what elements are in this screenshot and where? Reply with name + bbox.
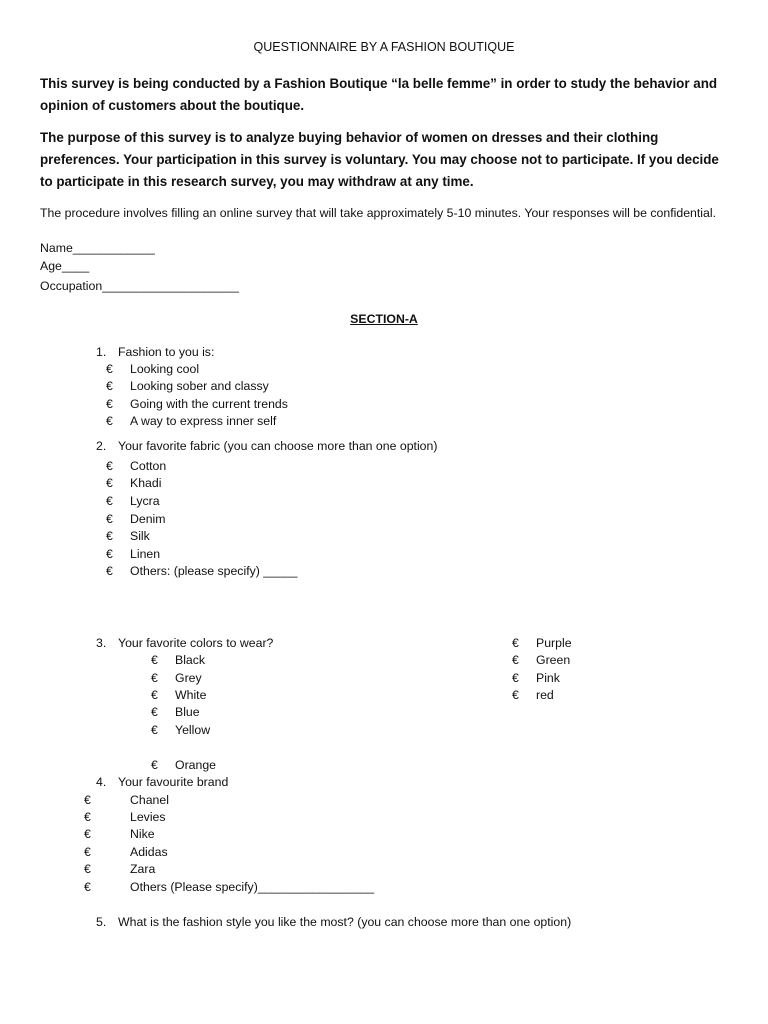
option-label: Black xyxy=(175,653,206,667)
option-label: Cotton xyxy=(130,459,167,473)
age-field[interactable]: Age____ xyxy=(40,259,90,273)
option-label: Others: (please specify) _____ xyxy=(130,564,298,578)
option-label: Yellow xyxy=(175,723,211,737)
question-text: Your favorite colors to wear? xyxy=(118,636,274,650)
option-bullet-icon: € xyxy=(106,414,113,428)
option-bullet-icon: € xyxy=(84,862,91,876)
option-bullet-icon: € xyxy=(512,636,519,650)
question-text: Your favourite brand xyxy=(118,775,229,789)
option-label: Purple xyxy=(536,636,572,650)
option-bullet-icon: € xyxy=(106,459,113,473)
option-bullet-icon: € xyxy=(84,793,91,807)
option-bullet-icon: € xyxy=(106,397,113,411)
option-label: Pink xyxy=(536,671,560,685)
question-number: 5. xyxy=(96,915,107,929)
document-title: QUESTIONNAIRE BY A FASHION BOUTIQUE xyxy=(253,40,515,54)
intro-paragraph: This survey is being conducted by a Fashion Boutique “la belle femme” in order to study the behavior and opinion of customers about the boutique. xyxy=(40,76,718,113)
option-bullet-icon: € xyxy=(84,827,91,841)
option-label: Lycra xyxy=(130,494,160,508)
option-label: Silk xyxy=(130,529,150,543)
option-label: red xyxy=(536,688,554,702)
option-bullet-icon: € xyxy=(512,671,519,685)
section-heading: SECTION-A xyxy=(350,312,418,326)
option-bullet-icon: € xyxy=(106,547,113,561)
option-label: White xyxy=(175,688,207,702)
option-label: Blue xyxy=(175,705,200,719)
procedure-paragraph: The procedure involves filling an online survey that will take approximately 5-10 minutes. Your responses will be confidential. xyxy=(40,206,717,220)
option-label: Green xyxy=(536,653,571,667)
option-bullet-icon: € xyxy=(106,362,113,376)
option-bullet-icon: € xyxy=(151,671,158,685)
purpose-paragraph: The purpose of this survey is to analyze buying behavior of women on dresses and their clothing preferences. Your participation in this survey is voluntary. You may choose not to participate. If you decide to participate in this research survey, you may withdraw at any time. xyxy=(40,130,719,189)
question-text: Your favorite fabric (you can choose more than one option) xyxy=(118,439,438,453)
option-label: Chanel xyxy=(130,793,169,807)
option-bullet-icon: € xyxy=(106,564,113,578)
option-label: Levies xyxy=(130,810,166,824)
name-field[interactable]: Name____________ xyxy=(40,241,155,255)
option-bullet-icon: € xyxy=(84,810,91,824)
question-number: 1. xyxy=(96,345,107,359)
option-bullet-icon: € xyxy=(106,512,113,526)
question-number: 4. xyxy=(96,775,107,789)
occupation-field[interactable]: Occupation____________________ xyxy=(40,279,239,293)
option-label: Nike xyxy=(130,827,155,841)
option-label: A way to express inner self xyxy=(130,414,277,428)
question-text: What is the fashion style you like the most? (you can choose more than one option) xyxy=(118,915,572,929)
option-label: Orange xyxy=(175,758,217,772)
option-bullet-icon: € xyxy=(106,379,113,393)
option-bullet-icon: € xyxy=(106,494,113,508)
option-bullet-icon: € xyxy=(151,723,158,737)
option-bullet-icon: € xyxy=(512,688,519,702)
question-number: 2. xyxy=(96,439,107,453)
option-label: Linen xyxy=(130,547,161,561)
option-label: Others (Please specify)_________________ xyxy=(130,880,375,894)
option-bullet-icon: € xyxy=(512,653,519,667)
option-bullet-icon: € xyxy=(106,529,113,543)
option-bullet-icon: € xyxy=(151,705,158,719)
option-bullet-icon: € xyxy=(151,758,158,772)
option-label: Zara xyxy=(130,862,156,876)
option-label: Denim xyxy=(130,512,166,526)
option-label: Khadi xyxy=(130,476,162,490)
question-number: 3. xyxy=(96,636,107,650)
option-label: Going with the current trends xyxy=(130,397,288,411)
option-bullet-icon: € xyxy=(84,845,91,859)
option-label: Looking cool xyxy=(130,362,200,376)
option-bullet-icon: € xyxy=(106,476,113,490)
option-label: Grey xyxy=(175,671,202,685)
option-label: Adidas xyxy=(130,845,168,859)
option-bullet-icon: € xyxy=(84,880,91,894)
question-text: Fashion to you is: xyxy=(118,345,215,359)
option-label: Looking sober and classy xyxy=(130,379,269,393)
option-bullet-icon: € xyxy=(151,688,158,702)
option-bullet-icon: € xyxy=(151,653,158,667)
